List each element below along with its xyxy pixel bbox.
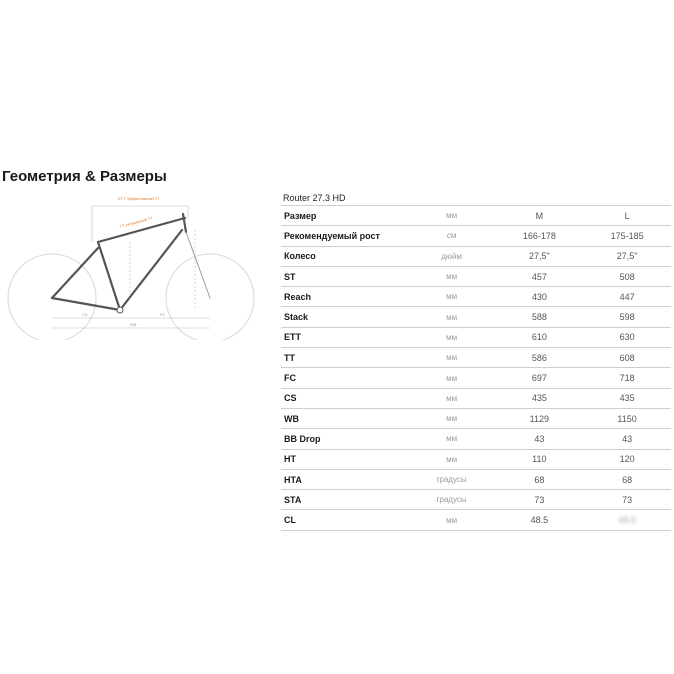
row-label: CL xyxy=(284,515,296,526)
row-unit: мм xyxy=(446,515,458,525)
row-unit: мм xyxy=(446,393,458,403)
row-label: STA xyxy=(284,494,302,505)
value-l: 175-185 xyxy=(610,230,644,241)
table-row xyxy=(281,226,671,246)
value-l: 447 xyxy=(619,291,635,302)
value-m: 430 xyxy=(531,291,547,302)
row-unit: мм xyxy=(446,414,458,424)
table-row xyxy=(281,267,671,287)
row-label: HTA xyxy=(284,474,302,485)
row-unit: градусы xyxy=(436,475,467,484)
row-unit: дюйм xyxy=(441,251,462,261)
value-l: 27,5" xyxy=(616,251,638,262)
fc-label: FC xyxy=(160,312,166,317)
value-m: 586 xyxy=(531,352,547,363)
value-m: 588 xyxy=(531,312,547,323)
value-l: 598 xyxy=(619,312,635,323)
row-label: Reach xyxy=(284,291,312,302)
geometry-table xyxy=(281,205,671,531)
row-label: HT xyxy=(284,454,296,465)
row-label: WB xyxy=(284,413,299,424)
row-unit: мм xyxy=(446,373,458,383)
row-label: ST xyxy=(284,271,296,282)
value-m: 110 xyxy=(532,454,547,465)
bike-frame xyxy=(52,214,210,310)
value-l: 435 xyxy=(619,393,635,404)
table-row xyxy=(281,510,671,530)
row-label: Рекомендуемый рост xyxy=(284,230,380,241)
value-m: 68 xyxy=(534,474,545,485)
row-label: Колесо xyxy=(284,251,316,262)
value-m: 166-178 xyxy=(522,230,556,241)
wb-label: WB xyxy=(130,322,137,327)
row-unit: мм xyxy=(446,292,458,302)
value-l: 120 xyxy=(619,454,635,465)
cs-label: CS xyxy=(82,312,88,317)
value-l: 508 xyxy=(619,271,635,282)
value-m: 48.5 xyxy=(530,515,549,526)
tt-label: TT Актуальный TT xyxy=(118,215,154,229)
row-label: Stack xyxy=(284,312,309,323)
table-row xyxy=(281,490,671,510)
value-m: 27,5" xyxy=(528,251,550,262)
value-l: 630 xyxy=(619,332,635,343)
table-row xyxy=(281,470,671,490)
value-l: 68 xyxy=(622,474,633,485)
value-m: 1129 xyxy=(529,413,550,424)
ett-label: ETT Эффективный TT xyxy=(118,196,160,201)
table-row xyxy=(281,328,671,348)
value-m: 610 xyxy=(531,332,547,343)
value-l: 43 xyxy=(622,433,633,444)
table-row xyxy=(281,429,671,449)
table-row xyxy=(281,307,671,327)
row-unit: мм xyxy=(446,454,458,464)
table-row xyxy=(281,368,671,388)
value-m: 697 xyxy=(531,373,547,384)
row-unit: мм xyxy=(446,434,458,444)
value-l: 718 xyxy=(619,373,635,384)
row-label: Размер xyxy=(284,210,317,221)
row-label: BB Drop xyxy=(284,433,321,444)
value-m: 457 xyxy=(531,271,547,282)
row-unit: градусы xyxy=(436,495,467,505)
value-m: M xyxy=(535,210,544,221)
table-row xyxy=(281,205,671,226)
row-unit: мм xyxy=(446,211,458,221)
table-row xyxy=(281,409,671,429)
table-row xyxy=(281,450,671,470)
value-l: 1150 xyxy=(617,413,637,424)
row-label: ETT xyxy=(284,332,301,343)
bike-geometry-diagram xyxy=(0,190,262,340)
page-title: Геометрия & Размеры xyxy=(2,168,167,185)
row-label: CS xyxy=(284,393,297,404)
row-unit: мм xyxy=(446,332,458,342)
table-row xyxy=(281,247,671,267)
value-l: 48.5 xyxy=(618,515,636,526)
value-m: 73 xyxy=(534,494,545,505)
row-label: TT xyxy=(284,352,295,363)
value-m: 43 xyxy=(534,433,545,444)
row-unit: мм xyxy=(446,353,458,363)
value-m: 435 xyxy=(531,393,547,404)
table-row xyxy=(281,389,671,409)
value-l: L xyxy=(624,210,630,221)
value-l: 73 xyxy=(622,494,633,505)
table-row xyxy=(281,348,671,368)
row-label: FC xyxy=(284,373,296,384)
value-l: 608 xyxy=(619,352,635,363)
row-unit: см xyxy=(446,231,457,241)
row-unit: мм xyxy=(446,312,458,322)
table-row xyxy=(281,287,671,307)
model-name: Router 27.3 HD xyxy=(283,193,346,203)
row-unit: мм xyxy=(446,272,458,282)
